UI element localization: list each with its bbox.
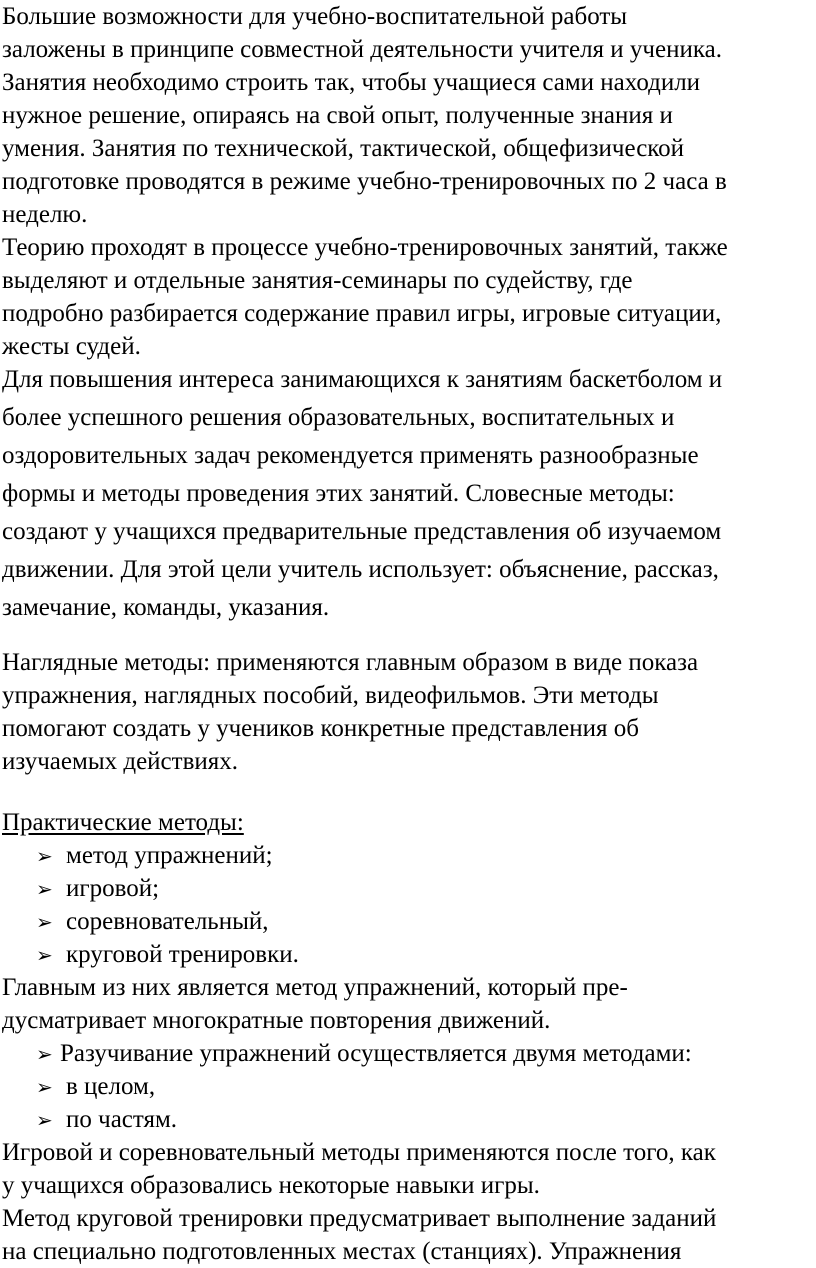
- text-line: Занятия необходимо строить так, чтобы учащиеся сами находили: [2, 69, 701, 96]
- text-line: движении. Для этой цели учитель использует: объяснение, рассказ,: [2, 556, 719, 583]
- text-line: заложены в принципе совместной деятельности учителя и ученика.: [2, 36, 722, 63]
- text-line: подробно разбирается содержание правил игры, игровые ситуации,: [2, 300, 722, 327]
- list-item-text: игровой;: [66, 875, 160, 902]
- text-line: упражнения, наглядных пособий, видеофильмов. Эти методы: [2, 682, 659, 709]
- text-line: нужное решение, опираясь на свой опыт, полученные знания и: [2, 102, 673, 129]
- text-line: изучаемых действиях.: [2, 748, 239, 775]
- list-item: [36, 1039, 692, 1069]
- list-item-text: соревновательный,: [66, 908, 269, 935]
- list-item-text: по частям.: [66, 1106, 178, 1133]
- text-line: на специально подготовленных местах (станциях). Упражнения: [2, 1238, 682, 1265]
- arrow-bullet-icon: ➢: [36, 1108, 53, 1132]
- text-line: Метод круговой тренировки предусматривает выполнение заданий: [2, 1205, 717, 1232]
- text-line: у учащихся образовались некоторые навыки игры.: [2, 1172, 540, 1199]
- text-line: Наглядные методы: применяются главным образом в виде показа: [2, 649, 699, 676]
- list-item: [36, 841, 273, 871]
- text-line: умения. Занятия по технической, тактической, общефизической: [2, 135, 685, 162]
- text-line: замечание, команды, указания.: [2, 594, 330, 621]
- arrow-bullet-icon: ➢: [36, 1042, 53, 1066]
- text-line: создают у учащихся предварительные представления об изучаемом: [2, 518, 722, 545]
- arrow-bullet-icon: ➢: [36, 1075, 53, 1099]
- text-line: жесты судей.: [2, 333, 141, 360]
- text-line: помогают создать у учеников конкретные представления об: [2, 715, 639, 742]
- text-line: формы и методы проведения этих занятий. Словесные методы:: [2, 480, 675, 507]
- text-line: Игровой и соревновательный методы применяются после того, как: [2, 1139, 716, 1166]
- text-line: Теорию проходят в процессе учебно-тренировочных занятий, также: [2, 234, 728, 261]
- list-item: [36, 907, 269, 937]
- text-line: оздоровительных задач рекомендуется применять разнообразные: [2, 442, 699, 469]
- arrow-bullet-icon: ➢: [36, 844, 53, 868]
- arrow-bullet-icon: ➢: [36, 910, 53, 934]
- list-item: [36, 940, 299, 970]
- text-line: дусматривает многократные повторения движений.: [2, 1007, 551, 1034]
- text-line: неделю.: [2, 201, 88, 228]
- list-item-text: круговой тренировки.: [66, 941, 299, 968]
- list-item-text: Разучивание упражнений осуществляется двумя методами:: [60, 1040, 692, 1067]
- text-line: Для повышения интереса занимающихся к занятиям баскетболом и: [2, 366, 723, 393]
- list-item: [36, 874, 159, 904]
- text-line: Большие возможности для учебно-воспитательной работы: [2, 3, 628, 30]
- practical-methods-heading: Практические методы:: [2, 809, 244, 836]
- list-item: [36, 1072, 155, 1102]
- arrow-bullet-icon: ➢: [36, 943, 53, 967]
- list-item: [36, 1105, 177, 1135]
- list-item-text: метод упражнений;: [66, 842, 273, 869]
- arrow-bullet-icon: ➢: [36, 877, 53, 901]
- text-line: выделяют и отдельные занятия-семинары по судейству, где: [2, 267, 633, 294]
- list-item-text: в целом,: [66, 1073, 156, 1100]
- text-line: подготовке проводятся в режиме учебно-тренировочных по 2 часа в: [2, 168, 727, 195]
- text-line: более успешного решения образовательных, воспитательных и: [2, 404, 675, 431]
- text-line: Главным из них является метод упражнений, который пре-: [2, 974, 628, 1001]
